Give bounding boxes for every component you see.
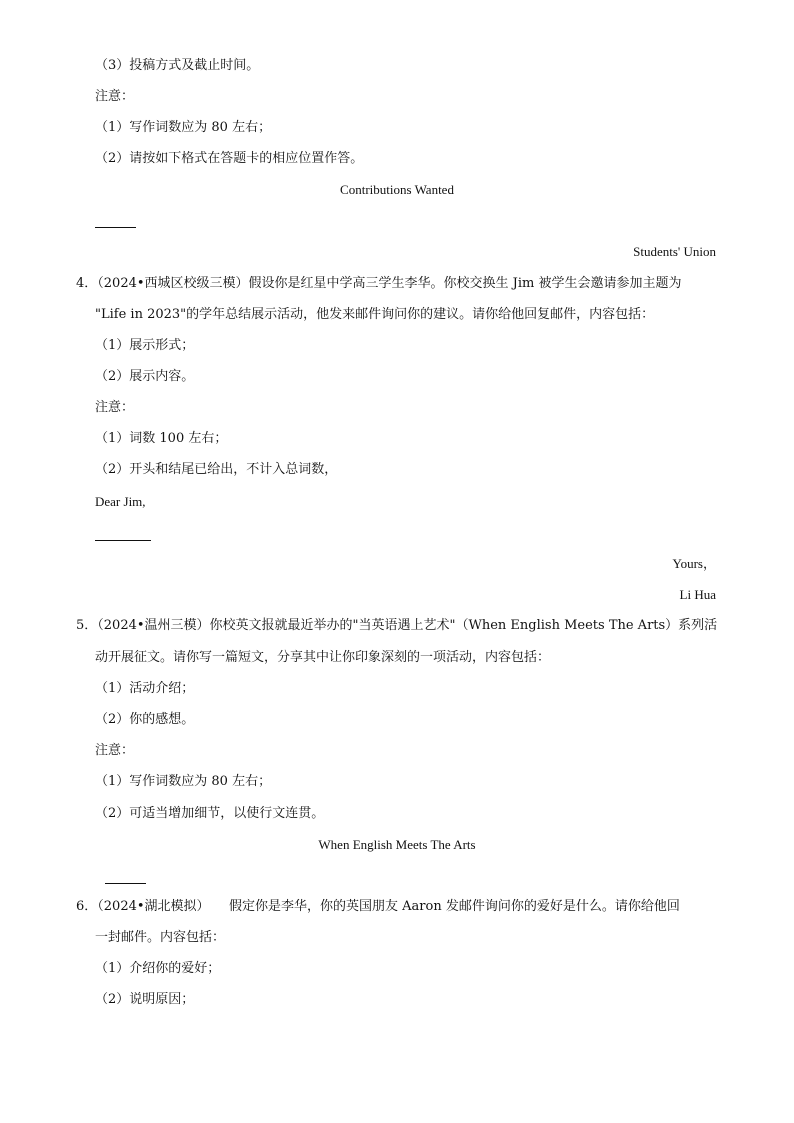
text-line: 注意： (95, 400, 135, 415)
signature-line: Li Hua (679, 587, 716, 602)
answer-blank (105, 883, 146, 884)
text-line: （1）写作词数应为 80 左右； (95, 774, 272, 789)
question-5-heading: 5．（2024•温州三模）你校英文报就最近举办的"当英语遇上艺术"（When English Meets The Arts）系列活 (76, 618, 718, 633)
text-line: （1）展示形式； (95, 338, 195, 353)
text-line: （2）可适当增加细节，以使行文连贯。 (95, 806, 325, 821)
essay-title: Contributions Wanted (340, 182, 454, 197)
text-line: （1）词数 100 左右； (95, 431, 228, 446)
answer-blank (95, 227, 136, 228)
answer-blank (95, 540, 151, 541)
closing-line: Yours， (672, 556, 716, 571)
question-4-heading: 4．（2024•西城区校级三模）假设你是红星中学高三学生李华。你校交换生 Jim 被学生会邀请参加主题为 (76, 276, 682, 291)
text-line: 动开展征文。请你写一篇短文，分享其中让你印象深刻的一项活动，内容包括： (95, 650, 551, 665)
essay-title: When English Meets The Arts (318, 837, 476, 852)
text-line: 一封邮件。内容包括： (95, 930, 226, 945)
text-line: "Life in 2023"的学年总结展示活动，他发来邮件询问你的建议。请你给他回复邮件，内容包括： (95, 307, 655, 322)
text-line: （2）展示内容。 (95, 369, 195, 384)
text-line: （1）活动介绍； (95, 681, 195, 696)
text-line: （2）请按如下格式在答题卡的相应位置作答。 (95, 151, 364, 166)
text-line: （1）介绍你的爱好； (95, 961, 221, 976)
text-line: （3）投稿方式及截止时间。 (95, 58, 260, 73)
question-6-heading: 6．（2024•湖北模拟） 假定你是李华，你的英国朋友 Aaron 发邮件询问你的爱好是什么。请你给他回 (76, 899, 680, 914)
text-line: （1）写作词数应为 80 左右； (95, 120, 272, 135)
salutation-line: Dear Jim, (95, 494, 146, 509)
text-line: （2）开头和结尾已给出，不计入总词数， (95, 462, 338, 477)
text-line: （2）说明原因； (95, 992, 195, 1007)
text-line: （2）你的感想。 (95, 712, 195, 727)
signature-line: Students' Union (633, 244, 716, 259)
text-line: 注意： (95, 89, 135, 104)
text-line: 注意： (95, 743, 135, 758)
